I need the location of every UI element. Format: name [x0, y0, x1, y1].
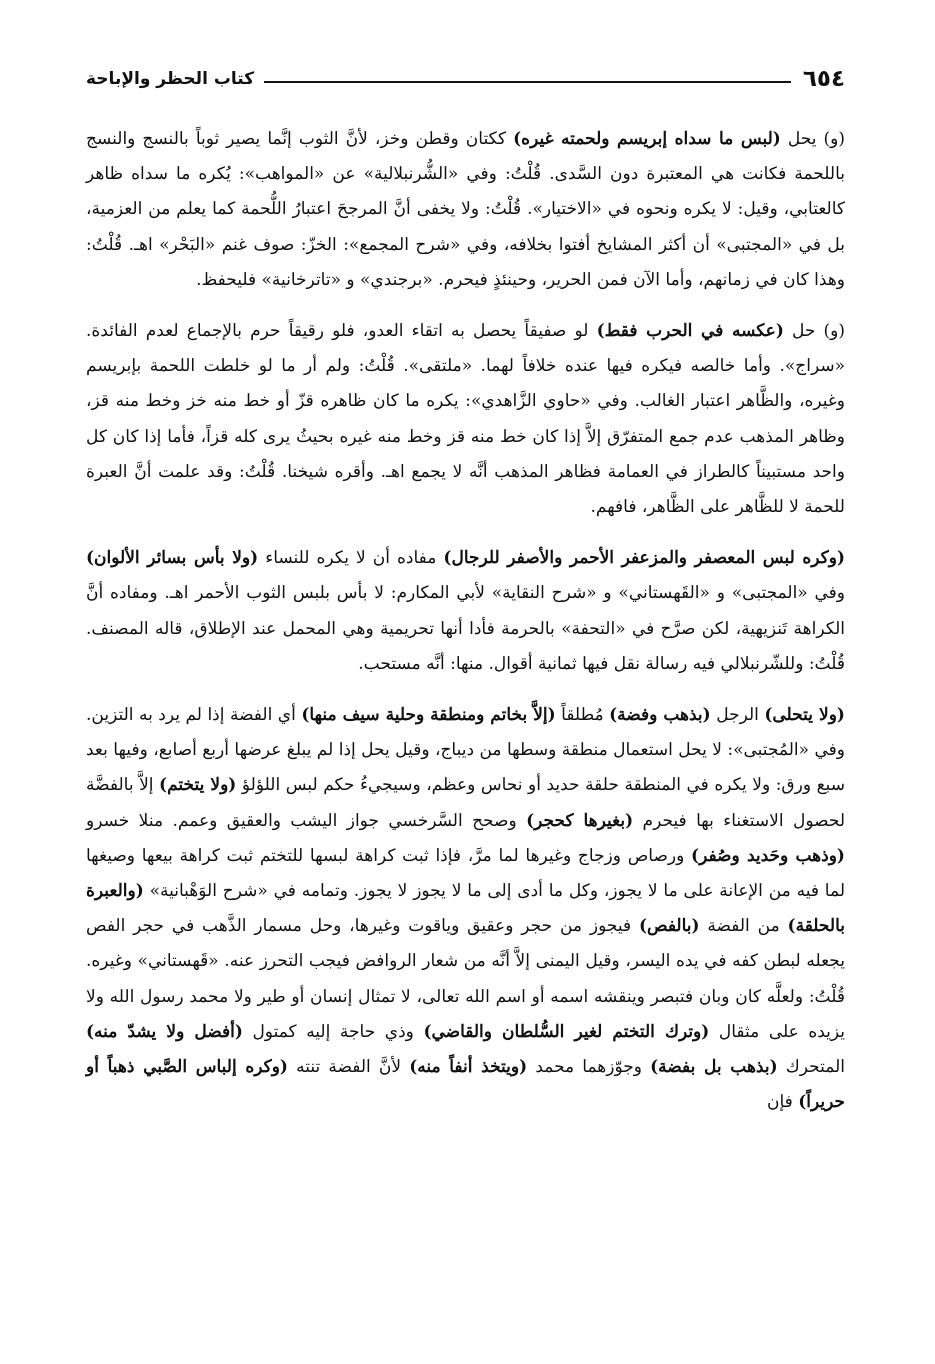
- page-header: [86, 62, 845, 96]
- matn-bold-run: (ولا يتختم): [159, 775, 237, 796]
- matn-bold-run: (وكره إلباس الصَّبي ذهباً أو حريراً): [86, 1057, 845, 1113]
- matn-bold-run: (وذهب وحَديد وصُفر): [691, 845, 845, 866]
- matn-bold-run: (وترك التختم لغير السُّلطان والقاضي): [423, 1021, 710, 1042]
- paragraph-run: من الفضة: [699, 916, 788, 937]
- matn-bold-run: (ولا يتحلى): [764, 705, 845, 726]
- paragraph-run: فإن: [767, 1092, 799, 1113]
- paragraph-run: فيجوز من حجر وعقيق وياقوت وغيرها، وحل مسمار الذَّهب في حجر الفص يجعله لبطن كفه في يده اليسر، وقيل اليمنى إلاَّ أنَّه من شعار الروافض فيجب التحرز عنه. «قَهستاني» وغيره. قُلْتُ: ولعلَّه كان وبان فتبصر وينقشه اسمه أو اسم الله تعالى، لا تمثال إنسان أو طير ولا محمد رسول الله ولا يزيده على مثقال: [86, 916, 846, 1042]
- paragraph-run: لو صفيقاً يحصل به اتقاء العدو، فلو رقيقاً حرم بالإجماع لعدم الفائدة. «سراج». وأما خالصه فيكره فيها عنده خلافاً لهما. «ملتقى». قُلْتُ: ولم أر ما لو خلطت اللحمة بإبريسم وغيره، والظَّاهر اعتبار الغالب. وفي «حاوي الزَّاهدي»: يكره ما كان ظاهره قزّ أو خط منه خز وخط منه قز، وظاهر المذهب عدم جمع المتفرّق إلاَّ إذا كان خط منه قز وخط منه غيره بحيثُ يرى كله قزاً، فأما إذا كان كل واحد مستبيناً كالطراز في العمامة فظاهر المذهب أنَّه لا يجمع اهـ. وأقره شيخنا. قُلْتُ: وقد علمت أنَّ العبرة للحمة لا للظَّاهر على الظَّاهر، فافهم.: [86, 321, 845, 518]
- paragraph-war-garments: [86, 314, 845, 525]
- matn-bold-run: (إلاَّ بخاتم ومنطقة وحلية سيف منها): [301, 705, 556, 726]
- page-number: ٦٥٤: [802, 66, 845, 92]
- paragraph-run: (و) حل: [783, 321, 846, 342]
- matn-bold-run: (بذهب بل بفضة): [650, 1057, 778, 1078]
- paragraph-run: لأنَّ الفضة تنته: [287, 1057, 410, 1078]
- header-rule: [264, 81, 791, 83]
- paragraph-run: وصحح السَّرخسي جواز اليشب والعقيق وعمم. منلا خسرو: [86, 810, 527, 831]
- matn-bold-run: (والعبرة بالحلقة): [86, 881, 845, 937]
- paragraph-run: ككتان وقطن وخز، لأنَّ الثوب إنَّما يصير ثوباً بالنسج والنسج باللحمة فكانت هي المعتبرة دون السَّدى. قُلْتُ: وفي «الشُّرنبلالية» عن «المواهب»: يُكره ما سداه ظاهر كالعتابي، وقيل: لا يكره ونحوه في «الاختيار». قُلْتُ: ولا يخفى أنَّ المرجحَ اعتبارُ اللُّحمة كما يعلم من العزمية، بل في «المجتبى» أن أكثر المشايخ أفتوا بخلافه، وفي «شرح المجمع»: الخزّ: صوف غنم «البَحْر» اهـ. قُلْتُ: وهذا كان في زمانهم، وأما الآن فمن الحرير، وحينئذٍ فيحرم. «برجندي» و «تاترخانية» فليحفظ.: [86, 129, 845, 290]
- paragraph-run: المتحرك: [777, 1057, 846, 1078]
- paragraph-run: وجوّزهما محمد: [527, 1057, 651, 1078]
- paragraph-run: إلاَّ بالفضَّة لحصول الاستغناء بها فيحرم: [86, 775, 845, 831]
- paragraph-run: مفاده أن لا يكره للنساء: [258, 548, 444, 569]
- matn-bold-run: (عكسه في الحرب فقط): [596, 321, 784, 342]
- paragraph-run: مُطلقاً: [555, 705, 610, 726]
- matn-bold-run: (أفضل ولا يشدّ منه): [86, 1021, 243, 1042]
- paragraph-run: ورصاص وزجاج وغيرها لما مرَّ، فإذا ثبت كراهة لبسها للتختم ثبت كراهة بيعها وصيغها لما فيه من الإعانة على ما لا يجوز، وكل ما أدى إلى ما لا يجوز لا يجوز. وتمامه في «شرح الوَهْبانية»: [86, 845, 845, 902]
- matn-bold-run: (لبس ما سداه إبريسم ولحمته غيره): [513, 129, 781, 149]
- matn-bold-run: (وكره لبس المعصفر والمزعفر الأحمر والأصفر للرجال): [443, 548, 845, 569]
- paragraph-ornaments: [86, 698, 845, 1120]
- running-title: كتاب الحظر والإباحة: [86, 69, 255, 89]
- matn-bold-run: (ويتخذ أنفاً منه): [409, 1057, 528, 1078]
- paragraph-colors: [86, 541, 845, 682]
- paragraph-run: (و) يحل: [780, 129, 845, 149]
- paragraph-run: وذي حاجة إليه كمتول: [242, 1021, 424, 1042]
- paragraph-run: أي الفضة إذا لم يرد به التزين. وفي «المُجتبى»: لا يحل استعمال منطقة وسطها من ديباج، وقيل يحل إذا لم يبلغ عرضها أربع أصابع، وفيها بعد سبع ورق: ولا يكره في المنطقة حلقة حديد أو نحاس وعظم، وسيجيءُ حكم لبس اللؤلؤ: [86, 705, 845, 796]
- paragraph-run: الرجل: [710, 705, 765, 726]
- paragraph-silk-weft: [86, 122, 845, 298]
- matn-bold-run: (بغيرها كحجر): [526, 810, 634, 831]
- matn-bold-run: (ولا بأس بسائر الألوان): [86, 548, 259, 569]
- matn-bold-run: (بذهب وفضة): [609, 705, 711, 726]
- paragraph-run: وفي «المجتبى» و «القَهستاني» و «شرح النقاية» لأبي المكارم: لا بأس بلبس الثوب الأحمر اهـ. ومفاده أنَّ الكراهة تَنزيهية، لكن صرَّح في «التحفة» بالحرمة فأدا أنها تحريمية وهي المحمل عند الإطلاق، قاله المصنف. قُلْتُ: وللشّرنبلالي فيه رسالة نقل فيها ثمانية أقوال. منها: أنَّه مستحب.: [86, 583, 845, 674]
- matn-bold-run: (بالفص): [638, 916, 700, 937]
